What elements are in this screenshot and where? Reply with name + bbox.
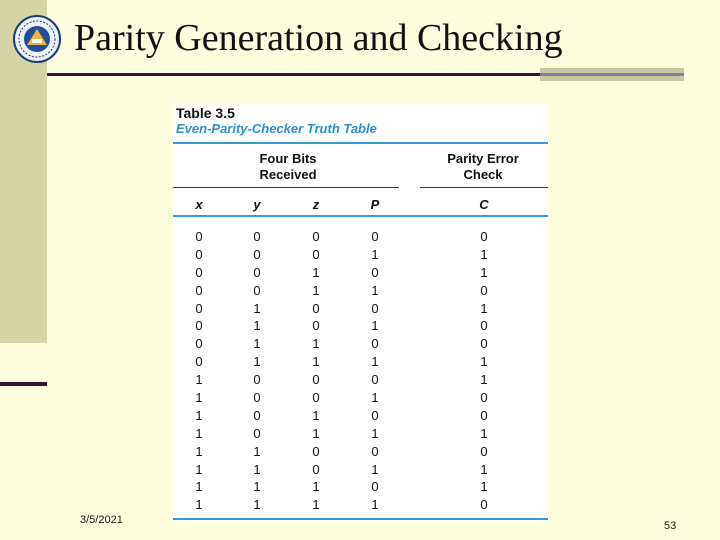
cell-c: 0 xyxy=(480,497,488,513)
cell-z: 0 xyxy=(312,246,320,262)
table-top-rule xyxy=(173,142,548,144)
cell-x: 1 xyxy=(195,425,203,441)
cell-p: 0 xyxy=(371,336,379,352)
column-header-y: y xyxy=(253,197,261,212)
column-header-z: z xyxy=(312,197,320,212)
cell-p: 1 xyxy=(371,461,379,477)
cell-y: 1 xyxy=(253,354,261,370)
cell-y: 0 xyxy=(253,229,261,244)
cell-x: 1 xyxy=(195,372,203,388)
cell-x: 1 xyxy=(195,390,203,406)
cell-p: 1 xyxy=(371,425,379,441)
cell-c: 1 xyxy=(480,372,488,388)
cell-x: 0 xyxy=(195,264,203,280)
cell-c: 1 xyxy=(480,300,488,316)
cell-y: 0 xyxy=(253,407,261,423)
table-row xyxy=(173,371,548,389)
cell-z: 1 xyxy=(312,479,320,495)
table-caption: Table 3.5 xyxy=(176,105,235,121)
cell-p: 1 xyxy=(371,246,379,262)
cell-x: 1 xyxy=(195,407,203,423)
cell-x: 0 xyxy=(195,318,203,334)
slide-title: Parity Generation and Checking xyxy=(74,17,563,59)
table-row xyxy=(173,228,548,246)
cell-y: 1 xyxy=(253,497,261,513)
cell-p: 1 xyxy=(371,354,379,370)
group-rule-left xyxy=(173,187,399,188)
cell-y: 0 xyxy=(253,372,261,388)
table-row xyxy=(173,335,548,353)
cell-p: 0 xyxy=(371,264,379,280)
cell-x: 0 xyxy=(195,229,203,244)
table-row xyxy=(173,496,548,514)
cell-x: 0 xyxy=(195,354,203,370)
cell-z: 1 xyxy=(312,407,320,423)
table-row xyxy=(173,317,548,335)
column-header-p: P xyxy=(370,197,380,212)
cell-y: 0 xyxy=(253,390,261,406)
table-row xyxy=(173,443,548,461)
cell-c: 0 xyxy=(480,407,488,423)
cell-z: 1 xyxy=(312,282,320,298)
table-bottom-rule xyxy=(173,518,548,520)
cell-z: 0 xyxy=(312,372,320,388)
table-row xyxy=(173,389,548,407)
table-row xyxy=(173,425,548,443)
cell-y: 0 xyxy=(253,246,261,262)
cell-z: 0 xyxy=(312,461,320,477)
cell-y: 1 xyxy=(253,336,261,352)
cell-z: 0 xyxy=(312,229,320,244)
cell-p: 0 xyxy=(371,407,379,423)
cell-z: 0 xyxy=(312,390,320,406)
group-header-parity-error-check: Parity Error Check xyxy=(447,151,519,182)
page-number: 53 xyxy=(664,520,677,532)
column-header-c: C xyxy=(479,197,489,212)
cell-z: 0 xyxy=(312,300,320,316)
cell-y: 1 xyxy=(253,443,261,459)
cell-z: 0 xyxy=(312,443,320,459)
cell-y: 1 xyxy=(253,479,261,495)
table-row xyxy=(173,407,548,425)
cell-p: 0 xyxy=(371,479,379,495)
table-body xyxy=(173,228,548,514)
cell-x: 0 xyxy=(195,336,203,352)
cell-x: 1 xyxy=(195,479,203,495)
group-rule-right xyxy=(420,187,548,188)
cell-x: 0 xyxy=(195,282,203,298)
table-row xyxy=(173,300,548,318)
title-divider xyxy=(47,73,587,76)
truth-table xyxy=(173,104,548,522)
cell-c: 0 xyxy=(480,390,488,406)
cell-x: 1 xyxy=(195,461,203,477)
slide-date: 3/5/2021 xyxy=(80,514,123,526)
cell-y: 0 xyxy=(253,282,261,298)
table-row xyxy=(173,264,548,282)
cell-z: 1 xyxy=(312,425,320,441)
table-row xyxy=(173,246,548,264)
cell-c: 1 xyxy=(480,246,488,262)
cell-c: 1 xyxy=(480,479,488,495)
column-header-x: x xyxy=(195,197,203,212)
column-header-rule xyxy=(173,215,548,217)
table-row xyxy=(173,353,548,371)
cell-p: 1 xyxy=(371,282,379,298)
cell-x: 1 xyxy=(195,443,203,459)
cell-z: 1 xyxy=(312,497,320,513)
cell-c: 0 xyxy=(480,318,488,334)
cell-p: 0 xyxy=(371,229,379,244)
cell-c: 1 xyxy=(480,354,488,370)
cell-c: 0 xyxy=(480,229,488,244)
cell-z: 1 xyxy=(312,264,320,280)
cell-p: 1 xyxy=(371,390,379,406)
cell-z: 1 xyxy=(312,354,320,370)
university-seal-logo-icon xyxy=(12,14,62,64)
cell-x: 1 xyxy=(195,497,203,513)
side-decoration-line xyxy=(0,382,47,386)
cell-c: 0 xyxy=(480,336,488,352)
cell-c: 1 xyxy=(480,264,488,280)
cell-c: 0 xyxy=(480,282,488,298)
table-row xyxy=(173,282,548,300)
group-header-four-bits: Four Bits Received xyxy=(259,151,317,182)
cell-y: 0 xyxy=(253,425,261,441)
table-row xyxy=(173,478,548,496)
cell-p: 0 xyxy=(371,300,379,316)
cell-c: 0 xyxy=(480,443,488,459)
table-subtitle: Even-Parity-Checker Truth Table xyxy=(176,121,377,136)
table-row xyxy=(173,461,548,479)
cell-p: 0 xyxy=(371,372,379,388)
cell-c: 1 xyxy=(480,425,488,441)
cell-p: 1 xyxy=(371,497,379,513)
cell-y: 1 xyxy=(253,300,261,316)
cell-y: 1 xyxy=(253,461,261,477)
cell-x: 0 xyxy=(195,246,203,262)
cell-y: 1 xyxy=(253,318,261,334)
cell-z: 0 xyxy=(312,318,320,334)
cell-x: 0 xyxy=(195,300,203,316)
cell-c: 1 xyxy=(480,461,488,477)
cell-y: 0 xyxy=(253,264,261,280)
cell-z: 1 xyxy=(312,336,320,352)
cell-p: 0 xyxy=(371,443,379,459)
cell-p: 1 xyxy=(371,318,379,334)
title-accent-line xyxy=(540,73,684,76)
